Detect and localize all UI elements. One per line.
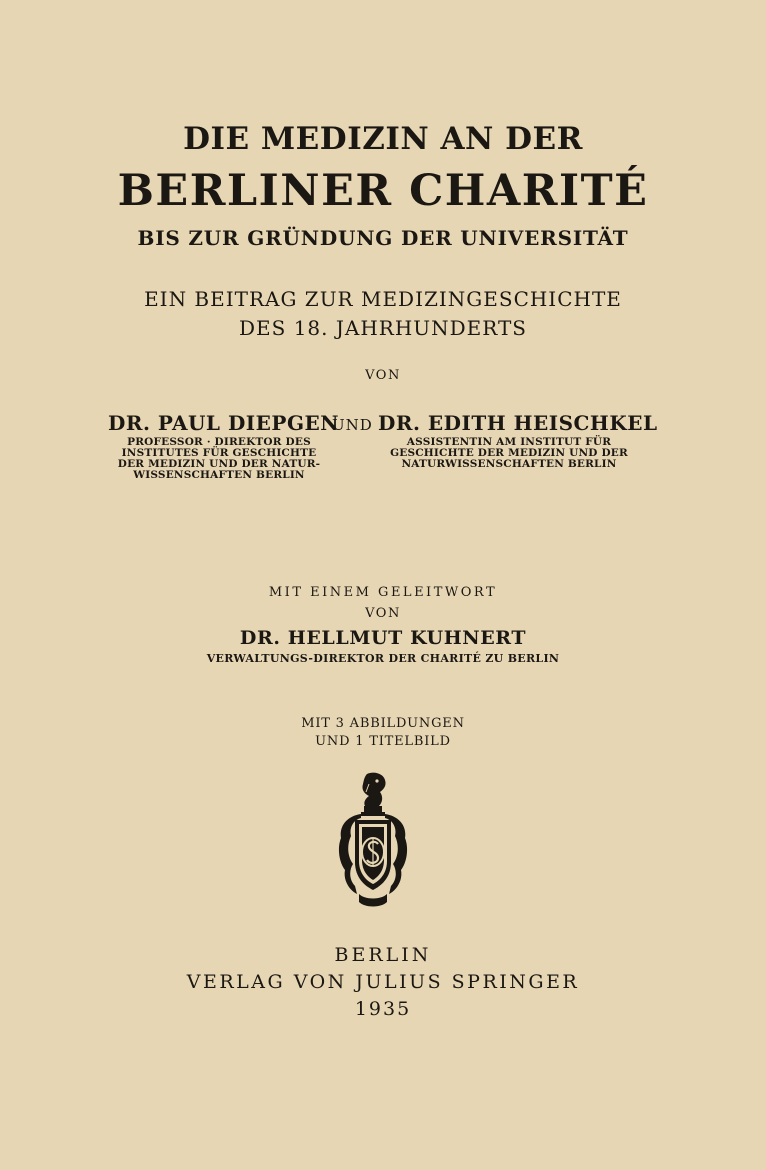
by-label: VON — [365, 368, 401, 383]
affiliation-line: DER MEDIZIN UND DER NATUR- — [117, 458, 321, 470]
title-line-3: BIS ZUR GRÜNDUNG DER UNIVERSITÄT — [137, 226, 629, 250]
affiliation-line: ASSISTENTIN AM INSTITUT FÜR — [406, 436, 612, 448]
subtitle-line-2: DES 18. JAHRHUNDERTS — [239, 316, 527, 340]
foreword-label: MIT EINEM GELEITWORT — [268, 585, 498, 600]
title-line-2: BERLINER CHARITÉ — [117, 166, 649, 216]
affiliation-line: PROFESSOR · DIREKTOR DES — [127, 436, 311, 448]
foreword-author-name: DR. HELLMUT KUHNERT — [239, 627, 527, 649]
affiliation-line: INSTITUTES FÜR GESCHICHTE — [121, 447, 317, 459]
affiliation-line: GESCHICHTE DER MEDIZIN UND DER — [390, 447, 628, 459]
springer-knight-emblem-icon — [333, 770, 413, 910]
author-connector: UND — [332, 416, 373, 434]
title-line-1: DIE MEDIZIN AN DER — [183, 121, 583, 157]
author-diepgen — [108, 411, 340, 481]
illustrations-line-1: MIT 3 ABBILDUNGEN — [301, 716, 465, 731]
author-name: DR. PAUL DIEPGEN — [108, 411, 340, 435]
publication-year: 1935 — [354, 998, 412, 1020]
author-affiliation — [108, 437, 330, 481]
foreword-author-affiliation: VERWALTUNGS-DIREKTOR DER CHARITÉ ZU BERLIN — [206, 652, 560, 665]
publisher-city: BERLIN — [334, 944, 432, 966]
author-affiliation — [378, 437, 640, 470]
subtitle-line-1: EIN BEITRAG ZUR MEDIZINGESCHICHTE — [144, 287, 622, 311]
foreword-by-label: VON — [365, 606, 401, 621]
affiliation-line: WISSENSCHAFTEN BERLIN — [133, 469, 305, 481]
publisher-name: VERLAG VON JULIUS SPRINGER — [186, 971, 580, 993]
illustrations-line-2: UND 1 TITELBILD — [315, 734, 451, 749]
author-heischkel — [378, 411, 658, 470]
affiliation-line: NATURWISSENSCHAFTEN BERLIN — [401, 458, 617, 470]
author-name: DR. EDITH HEISCHKEL — [378, 411, 658, 435]
